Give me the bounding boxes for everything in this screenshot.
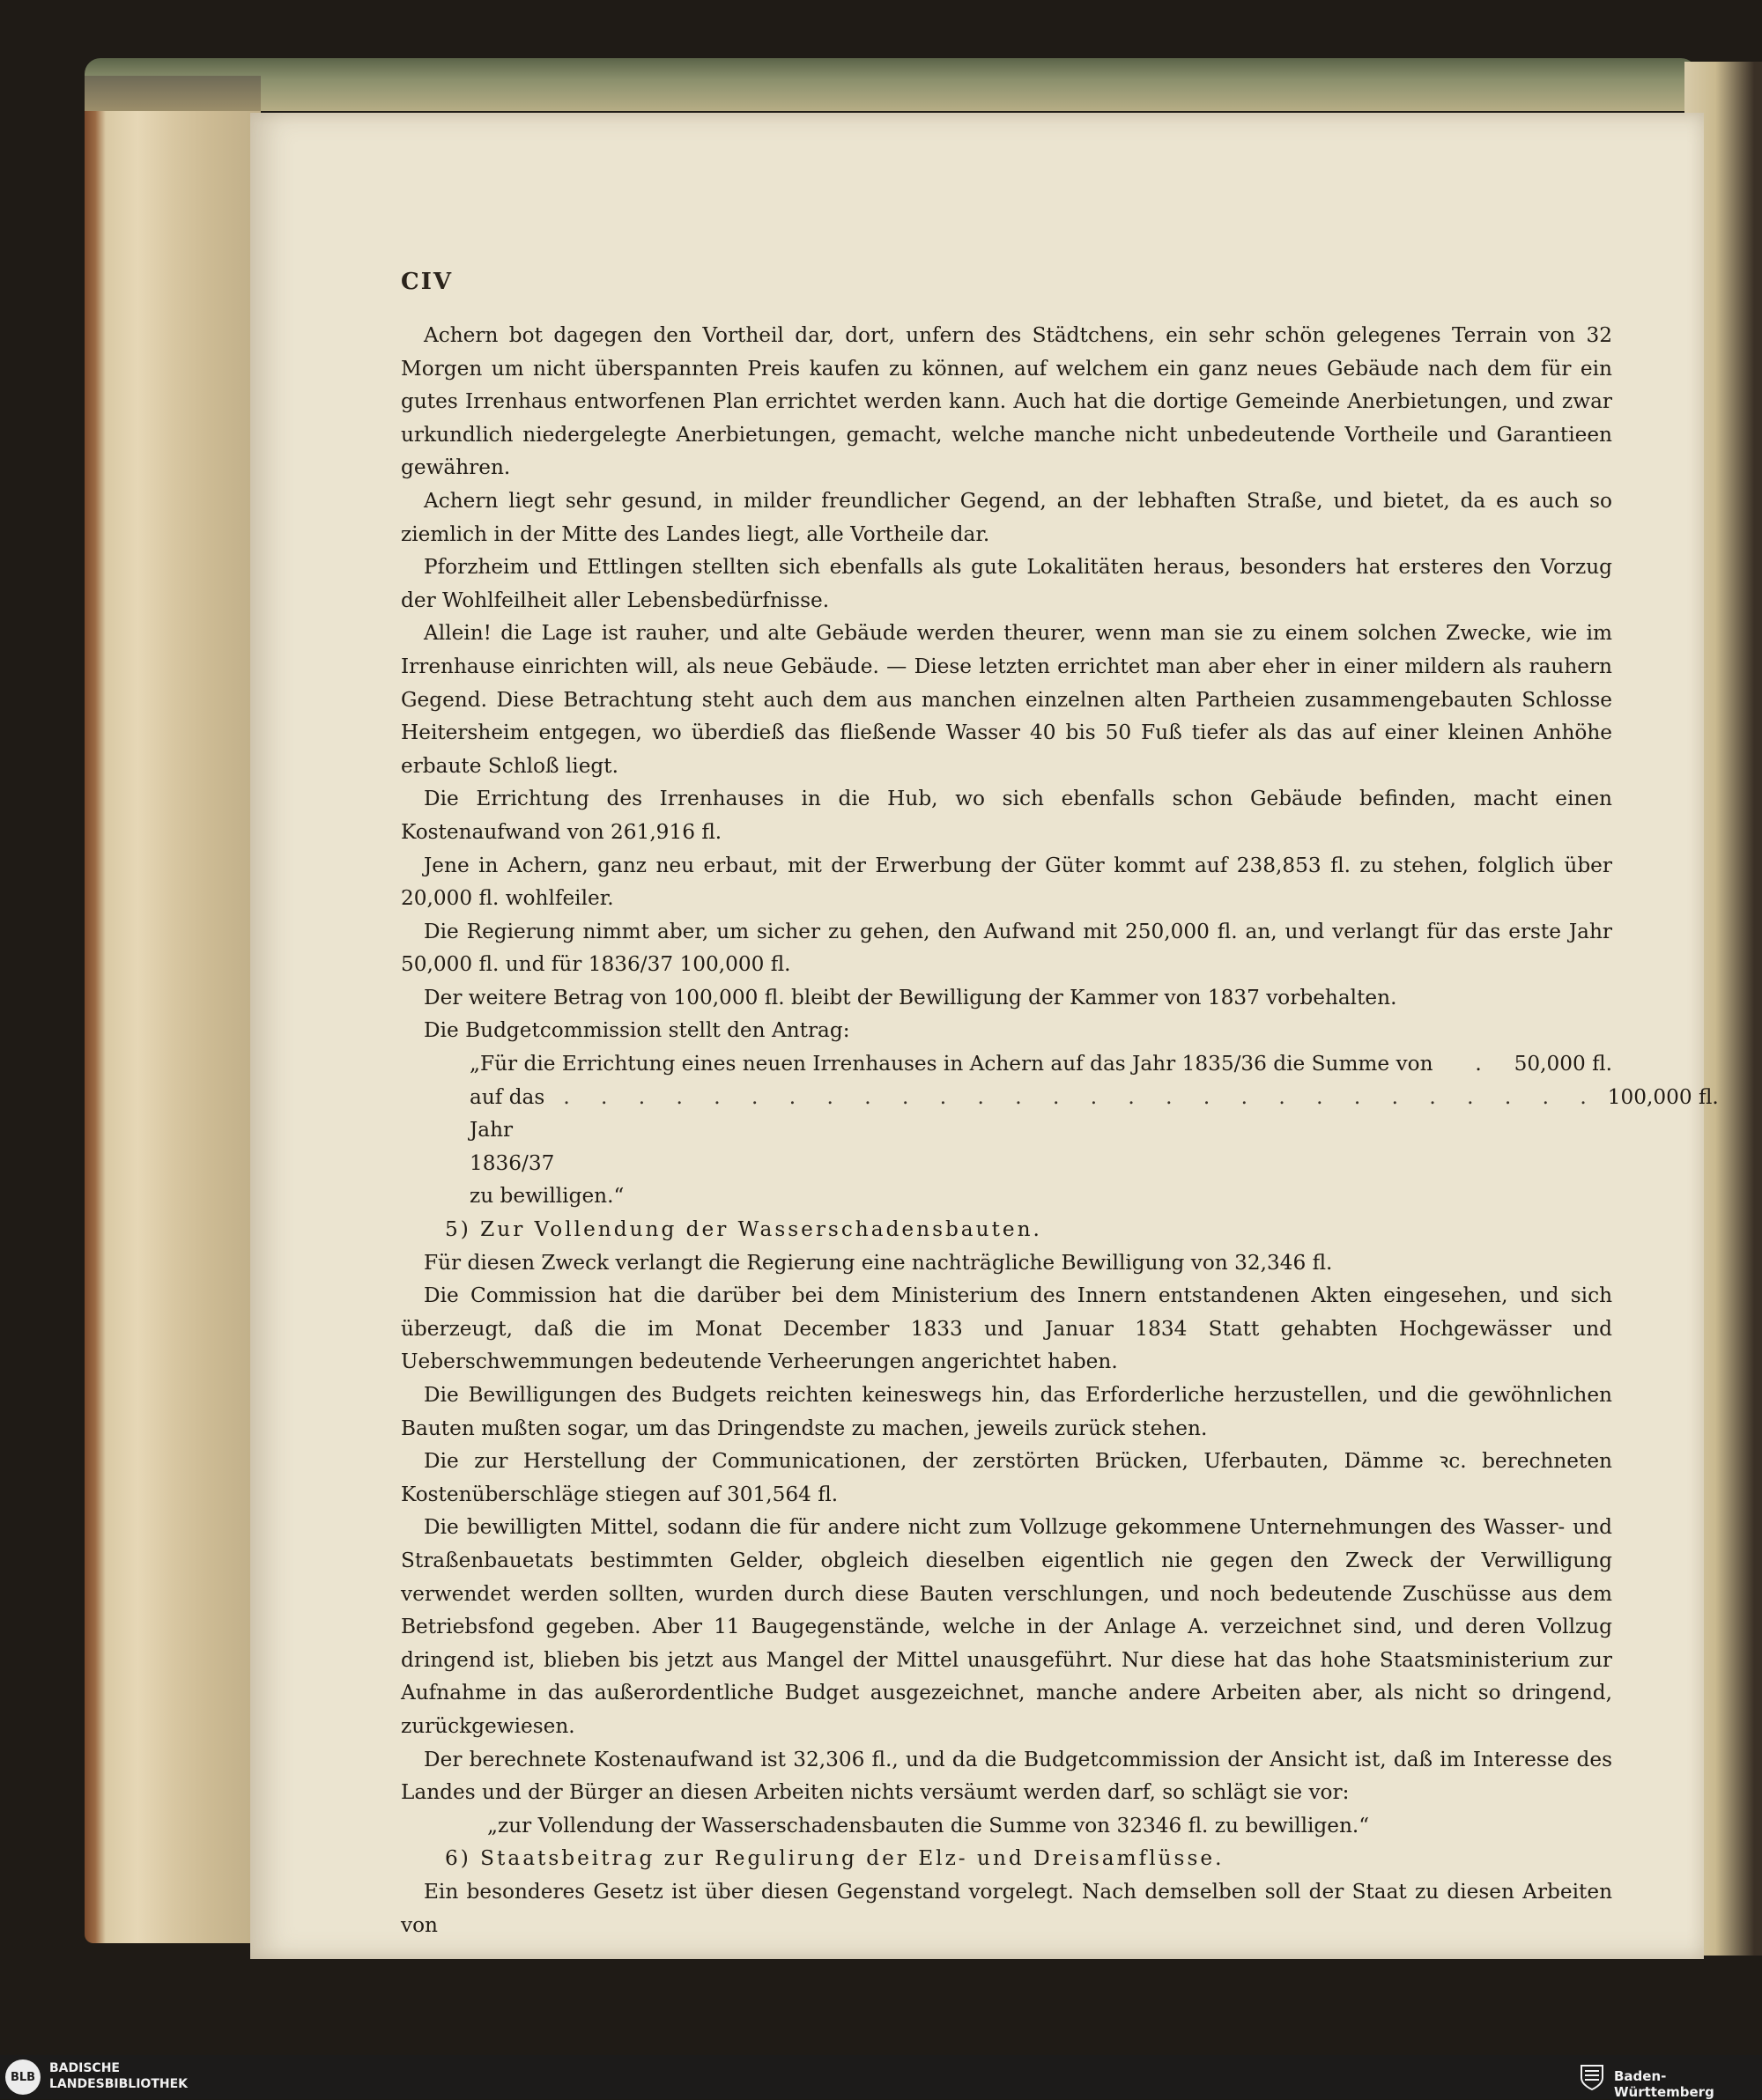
blb-logo[interactable]: BLB	[5, 2059, 41, 2095]
page-number: CIV	[401, 269, 454, 295]
paragraph: Die Regierung nimmt aber, um sicher zu gehen, den Aufwand mit 250,000 fl. an, und verlangt für das erste Jahr 50,000 fl. und für 1836/37 100,000 fl.	[401, 919, 1612, 977]
paragraph: Ein besonderes Gesetz ist über diesen Gegenstand vorgelegt. Nach demselben soll der Staat zu diesen Arbeiten von	[401, 1879, 1612, 1937]
quote-text: auf das Jahr 1836/37	[470, 1084, 555, 1175]
baden-wuerttemberg-label[interactable]: Baden-Württemberg	[1614, 2068, 1714, 2100]
quote-line	[470, 1047, 1612, 1081]
paragraph: Allein! die Lage ist rauher, und alte Gebäude werden theurer, wenn man sie zu einem solchen Zwecke, wie im Irrenhause einrichten will, als neue Gebäude. — Diese letzten errichtet man aber eher in einer mildern als rauhern Gegend. Diese Betrachtung steht auch dem aus manchen einzelnen alten Partheien zusammengebauten Schlosse Heitersheim entgegen, wo überdieß das fließende Wasser 40 bis 50 Fuß tiefer als das auf einer kleinen Anhöhe erbaute Schloß liegt.	[401, 621, 1612, 778]
paragraph: Pforzheim und Ettlingen stellten sich ebenfalls als gute Lokalitäten heraus, besonders hat ersteres den Vorzug der Wohlfeilheit aller Lebensbedürfnisse.	[401, 555, 1612, 612]
library-name[interactable]	[49, 2060, 188, 2092]
paragraph: Jene in Achern, ganz neu erbaut, mit der Erwerbung der Güter kommt auf 238,853 fl. zu stehen, folglich über 20,000 fl. wohlfeiler.	[401, 853, 1612, 911]
paragraph: Die Bewilligungen des Budgets reichten keineswegs hin, das Erforderliche herzustellen, und die gewöhnlichen Bauten mußten sogar, um das Dringendste zu machen, jeweils zurück stehen.	[401, 1383, 1612, 1440]
paragraph: Für diesen Zweck verlangt die Regierung eine nachträgliche Bewilligung von 32,346 fl.	[424, 1250, 1333, 1275]
dot-leader: .	[1475, 1052, 1482, 1076]
amount-value: 50,000 fl.	[1514, 1052, 1612, 1076]
paragraph: Achern bot dagegen den Vortheil dar, dort, unfern des Städtchens, ein sehr schön gelegenes Terrain von 32 Morgen um nicht überspannten Preis kaufen zu können, auf welchem ein ganz neues Gebäude nach dem für ein gutes Irrenhaus entworfenen Plan errichtet werden kann. Auch hat die dortige Gemeinde Anerbietungen, und zwar urkundlich niedergelegte Anerbietungen, gemacht, welche manche nicht unbedeutende Vortheile und Garantieen gewähren.	[401, 323, 1612, 480]
library-name-line: BADISCHE	[49, 2061, 120, 2075]
library-name-line: LANDESBIBLIOTHEK	[49, 2077, 189, 2091]
section-heading-6: 6) Staatsbeitrag zur Regulirung der Elz- und Dreisamflüsse.	[445, 1846, 1225, 1871]
paragraph: Der berechnete Kostenaufwand ist 32,306 fl., und da die Budgetcommission der Ansicht ist, daß im Interesse des Landes und der Bürger an diesen Arbeiten nichts versäumt werden darf, so schlägt sie vor:	[401, 1747, 1612, 1805]
dot-leader: . . . . . . . . . . . . . . . . . . . . . . . . . . . .	[563, 1084, 1599, 1109]
motion-quote-irrenhaus	[401, 1047, 1719, 1213]
quote-text: „Für die Errichtung eines neuen Irrenhauses in Achern auf das Jahr 1835/36 die Summe von	[470, 1052, 1433, 1076]
paragraph: Die bewilligten Mittel, sodann die für andere nicht zum Vollzuge gekommene Unternehmungen des Wasser- und Straßenbauetats bestimmten Gelder, obgleich dieselben eigentlich nie gegen den Zweck der Verwilligung verwendet werden sollten, wurden durch diese Bauten verschlungen, und noch bedeutende Zuschüsse aus dem Betriebsfond gegeben. Aber 11 Baugegenstände, welche in der Anlage A. verzeichnet sind, und deren Vollzug dringend ist, blieben bis jetzt aus Mangel der Mittel unausgeführt. Nur diese hat das hohe Staatsministerium zur Aufnahme in das außerordentliche Budget ausgezeichnet, manche andere Arbeiten aber, als nicht so dringend, zurückgewiesen.	[401, 1515, 1612, 1738]
quote-amount	[1475, 1047, 1612, 1081]
paragraph: Achern liegt sehr gesund, in milder freundlicher Gegend, an der lebhaften Straße, und bietet, da es auch so ziemlich in der Mitte des Landes liegt, alle Vortheile dar.	[401, 488, 1612, 546]
quote-line: zu bewilligen.“	[470, 1184, 625, 1209]
paragraph: Die Budgetcommission stellt den Antrag:	[424, 1018, 850, 1043]
paragraph: Die Commission hat die darüber bei dem Ministerium des Innern entstandenen Akten eingesehen, und sich überzeugt, daß die im Monat December 1833 und Januar 1834 Statt gehabten Hochgewässer und Ueberschwemmungen bedeutende Verheerungen angerichtet haben.	[401, 1283, 1612, 1374]
page-stack-top-edge	[85, 58, 1697, 111]
page-text	[401, 319, 1719, 1941]
quote-amount: 100,000 fl.	[1607, 1084, 1719, 1109]
paragraph: Die Errichtung des Irrenhauses in die Hub, wo sich ebenfalls schon Gebäude befinden, macht einen Kostenaufwand von 261,916 fl.	[401, 787, 1612, 844]
quote-line	[470, 1081, 1719, 1180]
viewer-footer-bar	[0, 2055, 1762, 2099]
baden-wuerttemberg-crest-icon	[1577, 2062, 1607, 2092]
section-heading-5: 5) Zur Vollendung der Wasserschadensbauten.	[445, 1217, 1042, 1242]
paragraph: Die zur Herstellung der Communicationen, der zerstörten Brücken, Uferbauten, Dämme ꝛc. berechneten Kostenüberschläge stiegen auf 301,564 fl.	[401, 1449, 1612, 1506]
motion-quote-wasserschaden: „zur Vollendung der Wasserschadensbauten die Summe von 32346 fl. zu bewilligen.“	[487, 1813, 1370, 1838]
paragraph: Der weitere Betrag von 100,000 fl. bleibt der Bewilligung der Kammer von 1837 vorbehalten.	[424, 985, 1397, 1009]
page-edges-left	[85, 76, 261, 1943]
